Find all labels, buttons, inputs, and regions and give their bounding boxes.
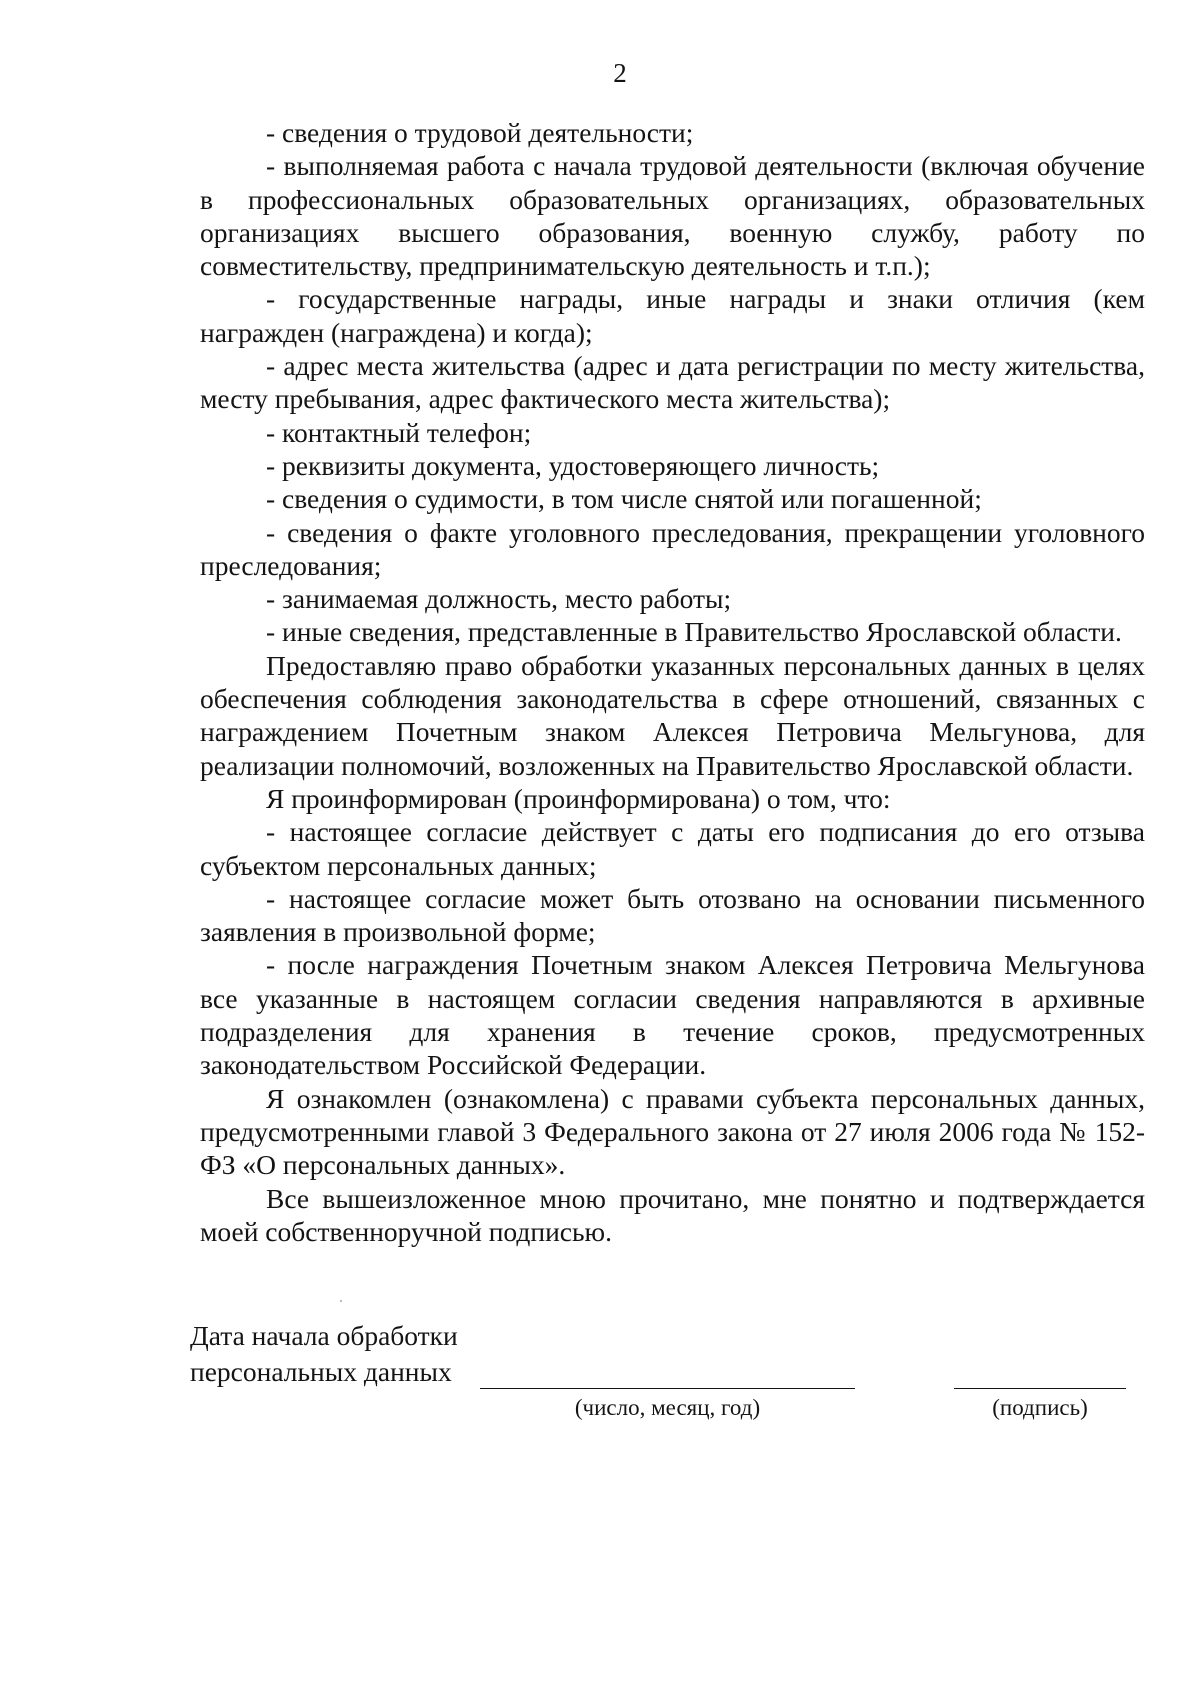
- signature-block: [190, 1318, 1145, 1420]
- paragraph-consent-revocation: - настоящее согласие может быть отозвано на основании письменного заявления в произвольной форме;: [200, 882, 1145, 948]
- paragraph-prosecution: - сведения о факте уголовного преследования, прекращении уголовного преследования;: [200, 516, 1145, 581]
- date-caption: (число, месяц, год): [574, 1395, 761, 1420]
- signature-caption: (подпись): [992, 1395, 1088, 1420]
- paragraph-criminal-record: - сведения о судимости, в том числе снятой или погашенной;: [266, 483, 982, 515]
- paragraph-phone: - контактный телефон;: [266, 416, 532, 448]
- scan-speck: [340, 1300, 342, 1302]
- paragraph-other-info: - иные сведения, представленные в Правительство Ярославской области.: [266, 616, 1122, 648]
- paragraph-address: - адрес места жительства (адрес и дата регистрации по месту жительства, месту пребывания, адрес фактического места жительства);: [200, 350, 1145, 415]
- signature-field-line[interactable]: [954, 1388, 1126, 1389]
- date-field-line[interactable]: [480, 1388, 855, 1389]
- processing-start-label-line1: Дата начала обработки: [190, 1320, 458, 1351]
- paragraph-id-document: - реквизиты документа, удостоверяющего личность;: [266, 449, 880, 481]
- paragraph-archiving: - после награждения Почетным знаком Алексея Петровича Мельгунова все указанные в настоящем согласии сведения направляются в архивные подразделения для хранения в течение сроков, предусмотренных законодательством Российской Федерации.: [200, 949, 1145, 1081]
- paragraph-rights-acknowledgement: Я ознакомлен (ознакомлена) с правами субъекта персональных данных, предусмотренными главой 3 Федерального закона от 27 июля 2006 года № 152-ФЗ «О персональных данных».: [200, 1082, 1145, 1181]
- paragraph-confirmation: Все вышеизложенное мною прочитано, мне понятно и подтверждается моей собственноручной подписью.: [200, 1182, 1145, 1247]
- paragraph-consent-validity: - настоящее согласие действует с даты его подписания до его отзыва субъектом персональных данных;: [200, 816, 1145, 881]
- paragraph-position: - занимаемая должность, место работы;: [266, 583, 732, 615]
- processing-start-label: [190, 1318, 490, 1390]
- paragraph-processing-right: Предоставляю право обработки указанных персональных данных в целях обеспечения соблюдения законодательства в сфере отношений, связанных с награждением Почетным знаком Алексея Петровича Мельгунова, для реализации полномочий, возложенных на Правительство Ярославской области.: [200, 649, 1145, 781]
- paragraph-awards: - государственные награды, иные награды и знаки отличия (кем награжден (награждена) и когда);: [200, 283, 1145, 348]
- page-number: 2: [613, 58, 627, 88]
- paragraph-employment: - сведения о трудовой деятельности;: [266, 117, 694, 148]
- document-body: [200, 116, 1145, 1248]
- paragraph-informed: Я проинформирован (проинформирована) о том, что:: [266, 782, 891, 814]
- processing-start-label-line2: персональных данных: [190, 1356, 452, 1387]
- paragraph-work-history: - выполняемая работа с начала трудовой деятельности (включая обучение в профессиональных образовательных организациях, образовательных организациях высшего образования, военную службу, работу по совместительству, предпринимательскую деятельность и т.п.);: [200, 150, 1145, 282]
